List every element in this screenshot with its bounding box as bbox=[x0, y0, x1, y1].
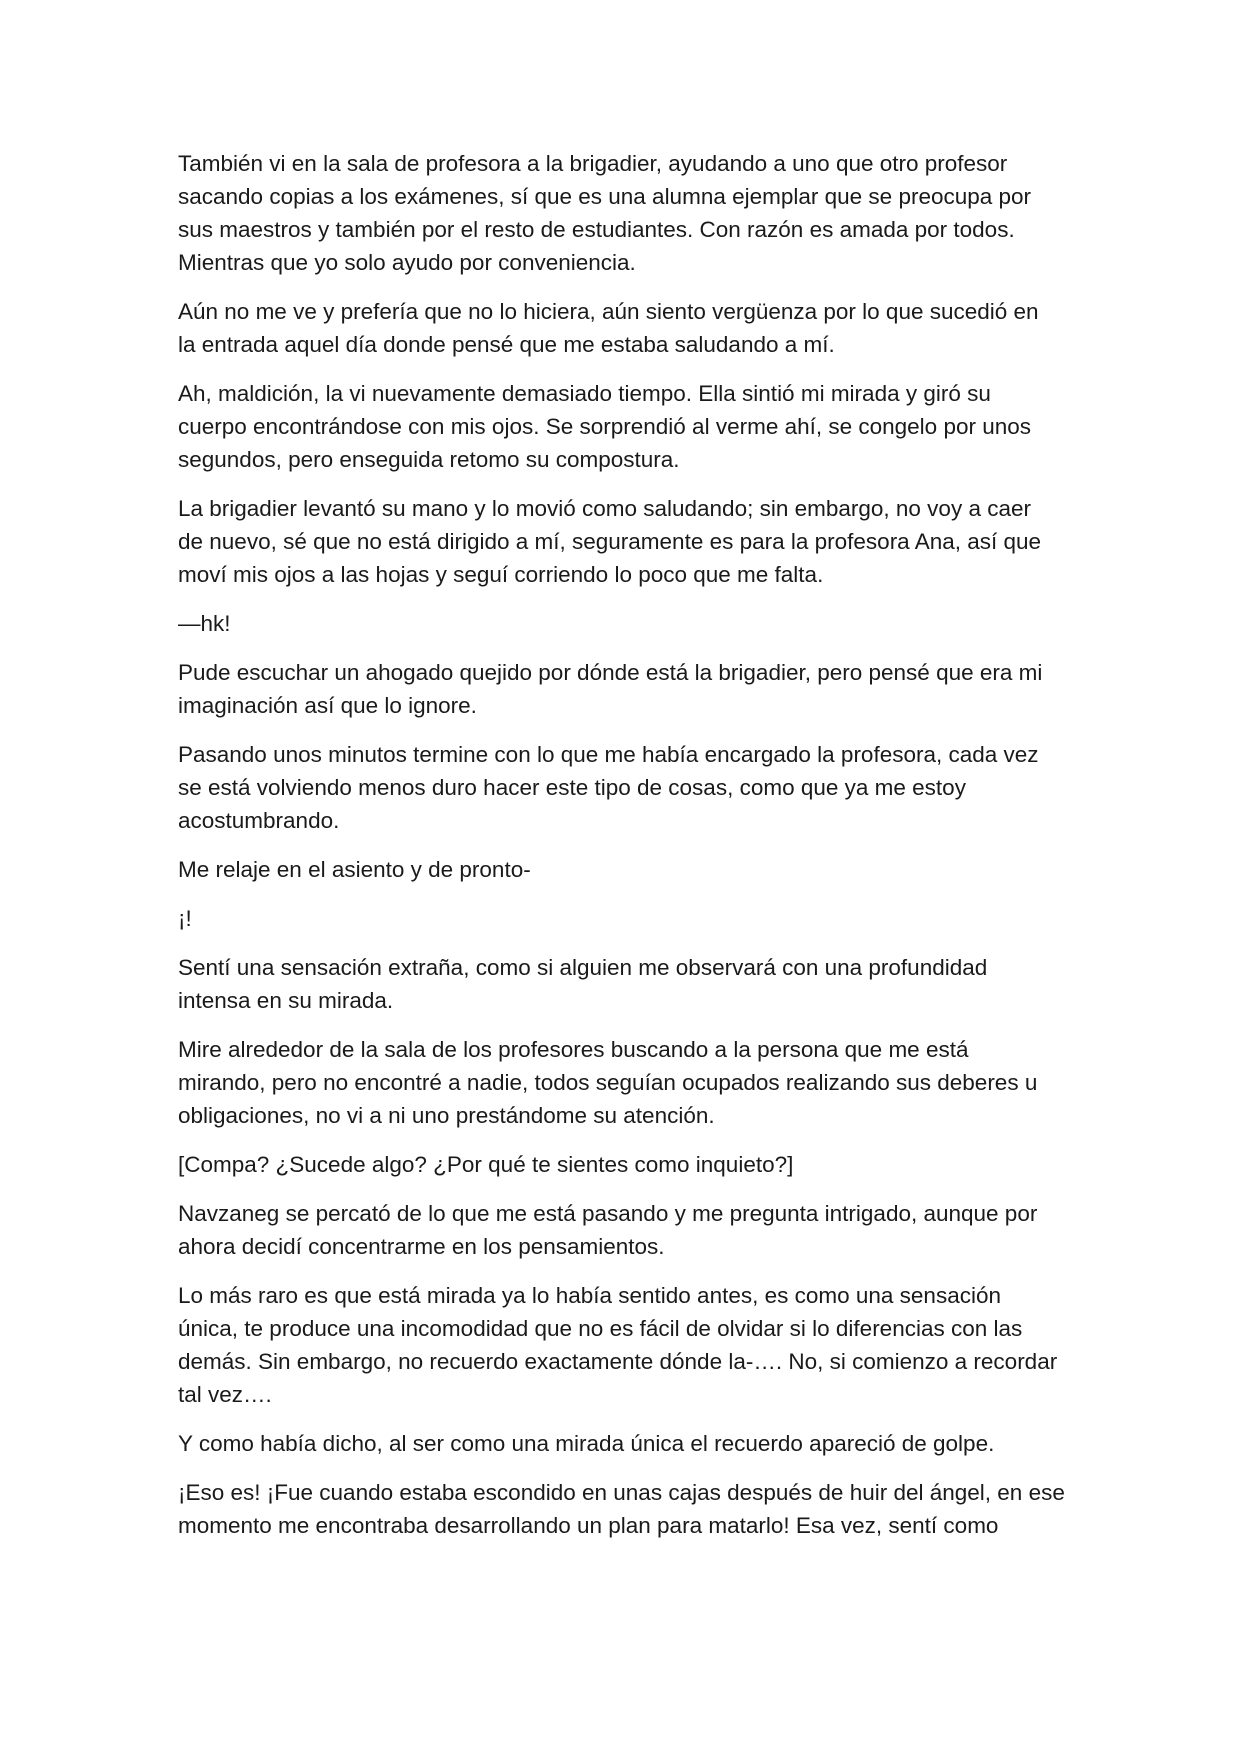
text-line: La brigadier levantó su mano y lo movió como saludando; sin embargo, no voy a caer bbox=[178, 496, 1031, 521]
text-line: ahora decidí concentrarme en los pensamientos. bbox=[178, 1234, 665, 1259]
text-line: de nuevo, sé que no está dirigido a mí, seguramente es para la profesora Ana, así que bbox=[178, 529, 1042, 554]
text-line: la entrada aquel día donde pensé que me estaba saludando a mí. bbox=[178, 332, 835, 357]
text-line: Lo más raro es que está mirada ya lo había sentido antes, es como una sensación bbox=[178, 1283, 1001, 1308]
paragraph bbox=[178, 1279, 1078, 1411]
text-line: segundos, pero enseguida retomo su compostura. bbox=[178, 447, 680, 472]
text-line: Pasando unos minutos termine con lo que me había encargado la profesora, cada vez bbox=[178, 742, 1039, 767]
text-line: ¡Eso es! ¡Fue cuando estaba escondido en unas cajas después de huir del ángel, en ese bbox=[178, 1480, 1065, 1505]
text-line: Mientras que yo solo ayudo por conveniencia. bbox=[178, 250, 636, 275]
text-line: se está volviendo menos duro hacer este tipo de cosas, como que ya me estoy bbox=[178, 775, 966, 800]
text-line: cuerpo encontrándose con mis ojos. Se sorprendió al verme ahí, se congelo por unos bbox=[178, 414, 1032, 439]
text-line: intensa en su mirada. bbox=[178, 988, 394, 1013]
text-line: También vi en la sala de profesora a la brigadier, ayudando a uno que otro profesor bbox=[178, 151, 1008, 176]
text-line: [Compa? ¿Sucede algo? ¿Por qué te sientes como inquieto?] bbox=[178, 1152, 794, 1177]
text-line: Y como había dicho, al ser como una mirada única el recuerdo apareció de golpe. bbox=[178, 1431, 995, 1456]
paragraph bbox=[178, 951, 1078, 1017]
text-line: Sentí una sensación extraña, como si alguien me observará con una profundidad bbox=[178, 955, 988, 980]
text-line: tal vez…. bbox=[178, 1382, 272, 1407]
text-line: demás. Sin embargo, no recuerdo exactamente dónde la-…. No, si comienzo a recordar bbox=[178, 1349, 1058, 1374]
text-line: obligaciones, no vi a ni uno prestándome su atención. bbox=[178, 1103, 715, 1128]
paragraph bbox=[178, 607, 1078, 640]
text-line: mirando, pero no encontré a nadie, todos seguían ocupados realizando sus deberes u bbox=[178, 1070, 1038, 1095]
text-line: imaginación así que lo ignore. bbox=[178, 693, 477, 718]
paragraph bbox=[178, 1148, 1078, 1181]
text-line: sus maestros y también por el resto de estudiantes. Con razón es amada por todos. bbox=[178, 217, 1015, 242]
text-line: acostumbrando. bbox=[178, 808, 340, 833]
paragraph bbox=[178, 1033, 1078, 1132]
paragraph bbox=[178, 1476, 1078, 1542]
document-body bbox=[178, 147, 1078, 1558]
text-line: Aún no me ve y prefería que no lo hiciera, aún siento vergüenza por lo que sucedió en bbox=[178, 299, 1039, 324]
paragraph bbox=[178, 295, 1078, 361]
text-line: Pude escuchar un ahogado quejido por dónde está la brigadier, pero pensé que era mi bbox=[178, 660, 1043, 685]
paragraph bbox=[178, 853, 1078, 886]
paragraph bbox=[178, 902, 1078, 935]
text-line: Navzaneg se percató de lo que me está pasando y me pregunta intrigado, aunque por bbox=[178, 1201, 1038, 1226]
paragraph bbox=[178, 1427, 1078, 1460]
text-line: —hk! bbox=[178, 611, 231, 636]
text-line: Ah, maldición, la vi nuevamente demasiado tiempo. Ella sintió mi mirada y giró su bbox=[178, 381, 991, 406]
text-line: única, te produce una incomodidad que no es fácil de olvidar si lo diferencias con las bbox=[178, 1316, 1023, 1341]
paragraph bbox=[178, 377, 1078, 476]
text-line: sacando copias a los exámenes, sí que es una alumna ejemplar que se preocupa por bbox=[178, 184, 1032, 209]
paragraph bbox=[178, 738, 1078, 837]
text-line: moví mis ojos a las hojas y seguí corriendo lo poco que me falta. bbox=[178, 562, 824, 587]
paragraph bbox=[178, 1197, 1078, 1263]
text-line: momento me encontraba desarrollando un plan para matarlo! Esa vez, sentí como bbox=[178, 1513, 999, 1538]
text-line: Mire alrededor de la sala de los profesores buscando a la persona que me está bbox=[178, 1037, 969, 1062]
paragraph bbox=[178, 492, 1078, 591]
text-line: ¡! bbox=[178, 906, 192, 931]
paragraph bbox=[178, 147, 1078, 279]
paragraph bbox=[178, 656, 1078, 722]
text-line: Me relaje en el asiento y de pronto- bbox=[178, 857, 531, 882]
